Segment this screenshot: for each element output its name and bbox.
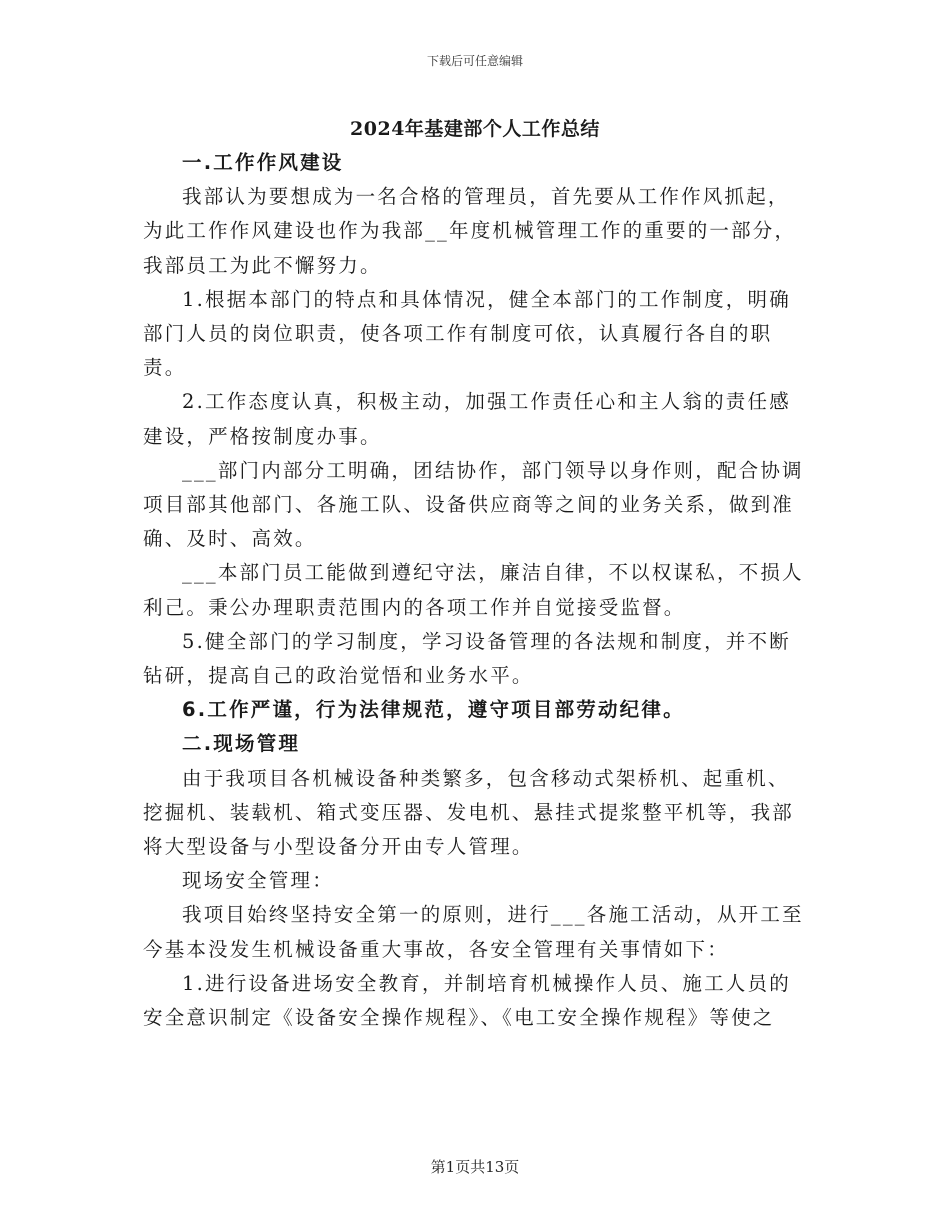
page-footer-number: 第1页共13页 <box>430 1158 520 1176</box>
paragraph-bold: 6.工作严谨，行为法律规范，遵守项目部劳动纪律。 <box>182 698 685 722</box>
paragraph: 1.根据本部门的特点和具体情况，健全本部门的工作制度，明确部门人员的岗位职责，使各项工作有制度可依，认真履行各自的职责。 <box>143 287 791 380</box>
paragraph: 我部认为要想成为一名合格的管理员，首先要从工作作风抓起，为此工作作风建设也作为我部__年度机械管理工作的重要的一部分，我部员工为此不懈努力。 <box>143 185 797 277</box>
paragraph: 1.进行设备进场安全教育，并制培育机械操作人员、施工人员的安全意识制定《设备安全操作规程》、《电工安全操作规程》等使之 <box>143 971 791 1030</box>
paragraph: 现场安全管理： <box>182 869 334 893</box>
page-header-note: 下载后可任意编辑 <box>426 54 523 68</box>
section-heading-site-management: 二.现场管理 <box>182 732 301 756</box>
paragraph: 2.工作态度认真，积极主动，加强工作责任心和主人翁的责任感建设，严格按制度办事。 <box>143 390 791 448</box>
paragraph: 5.健全部门的学习制度，学习设备管理的各法规和制度，并不断钻研，提高自己的政治觉悟和业务水平。 <box>143 629 791 688</box>
paragraph: ___部门内部分工明确，团结协作，部门领导以身作则，配合协调项目部其他部门、各施工队、设备供应商等之间的业务关系，做到准确、及时、高效。 <box>143 458 804 551</box>
document-body <box>143 146 811 1035</box>
paragraph: ___本部门员工能做到遵纪守法，廉洁自律，不以权谋私，不损人利己。秉公办理职责范围内的各项工作并自觉接受监督。 <box>143 561 804 619</box>
section-heading-work-style: 一.工作作风建设 <box>182 151 344 174</box>
paragraph: 由于我项目各机械设备种类繁多，包含移动式架桥机、起重机、挖掘机、装载机、箱式变压器、发电机、悬挂式提浆整平机等，我部将大型设备与小型设备分开由专人管理。 <box>143 766 795 859</box>
document-title: 2024年基建部个人工作总结 <box>350 118 600 140</box>
paragraph: 我项目始终坚持安全第一的原则，进行___各施工活动，从开工至今基本没发生机械设备重大事故，各安全管理有关事情如下： <box>143 903 804 961</box>
